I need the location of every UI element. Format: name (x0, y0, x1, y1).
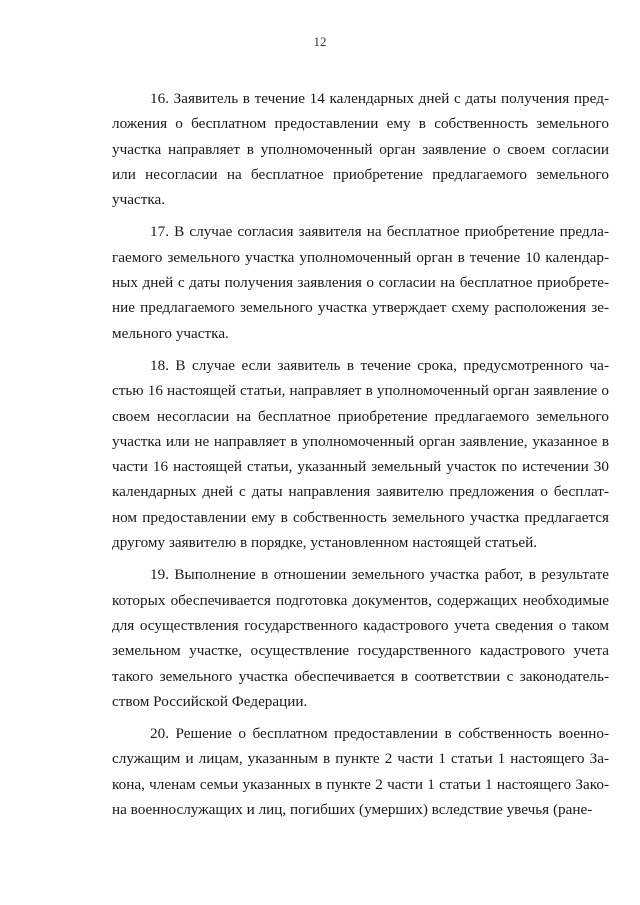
page-number: 12 (313, 34, 327, 49)
paragraph-19: 19. Выполнение в отношении земельного участка работ, в результате которых обеспечивается подготовка документов, содержащих необходимые для осуществления государственного кадастрового учета сведения о таком земельном участке, осуществление государственного кадастрового учета такого земельного участка обеспечивается в соответствии с законодательством Российской Федерации. (112, 566, 609, 710)
document-body (112, 86, 609, 822)
paragraph-18: 18. В случае если заявитель в течение срока, предусмотренного частью 16 настоящей статьи, направляет в уполномоченный орган заявление о своем несогласии на бесплатное приобретение предлагаемого земельного участка или не направляет в уполномоченный орган заявление, указанное в части 16 настоящей статьи, указанный земельный участок по истечении 30 календарных дней с даты направления заявителю предложения о бесплатном предоставлении ему в собственность земельного участка предлагается другому заявителю в порядке, установленном настоящей статьей. (112, 356, 609, 552)
paragraph-17: 17. В случае согласия заявителя на бесплатное приобретение предлагаемого земельного участка уполномоченный орган в течение 10 календарных дней с даты получения заявления о согласии на бесплатное приобретение предлагаемого земельного участка утверждает схему расположения земельного участка. (112, 223, 609, 342)
paragraph-16: 16. Заявитель в течение 14 календарных дней с даты получения предложения о бесплатном предоставлении ему в собственность земельного участка направляет в уполномоченный орган заявление о своем согласии или несогласии на бесплатное приобретение предлагаемого земельного участка. (112, 90, 609, 209)
paragraph-20: 20. Решение о бесплатном предоставлении в собственность военнослужащим и лицам, указанным в пункте 2 части 1 статьи 1 настоящего Закона, членам семьи указанных в пункте 2 части 1 статьи 1 настоящего Закона военнослужащих и лиц, погибших (умерших) вследствие увечья (ране- (112, 725, 609, 819)
